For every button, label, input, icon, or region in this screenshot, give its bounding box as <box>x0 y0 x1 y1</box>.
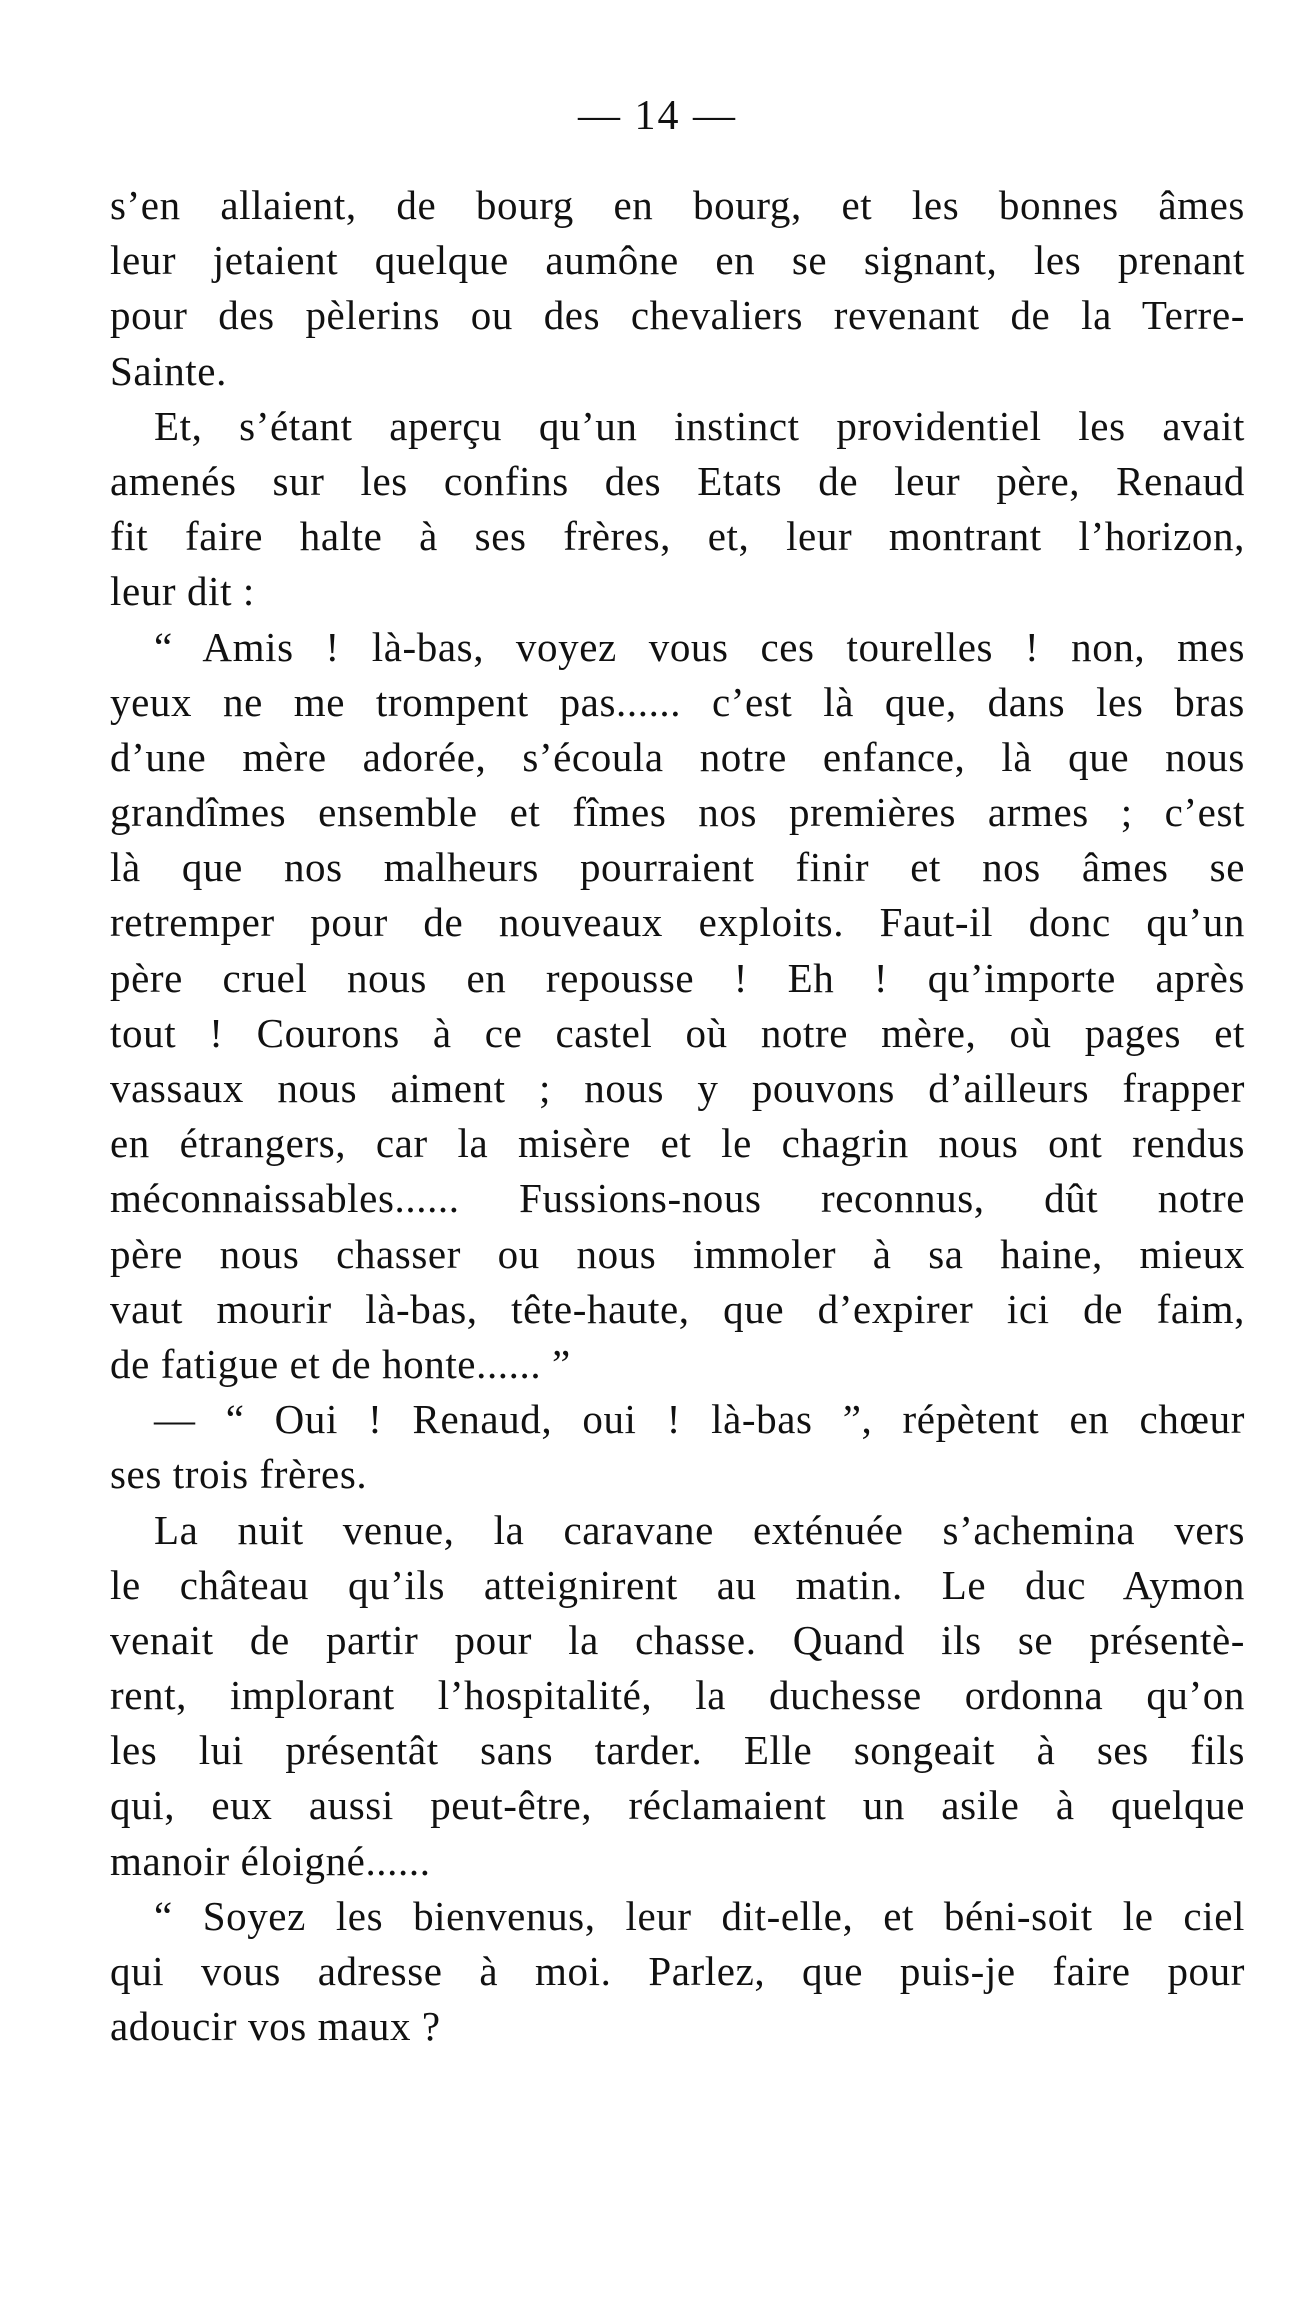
text-line: leur jetaient quelque aumône en se signant, les prenant <box>110 237 1245 284</box>
text-line: — “ Oui ! Renaud, oui ! là-bas ”, répètent en chœur <box>154 1396 1245 1443</box>
text-line: fit faire halte à ses frères, et, leur montrant l’horizon, <box>110 513 1245 560</box>
text-line: manoir éloigné...... <box>110 1837 431 1884</box>
text-line: en étrangers, car la misère et le chagrin nous ont rendus <box>110 1120 1245 1167</box>
text-line: Sainte. <box>110 347 227 394</box>
text-line: La nuit venue, la caravane exténuée s’achemina vers <box>154 1506 1245 1553</box>
text-line: ses trois frères. <box>110 1451 368 1498</box>
text-line: adoucir vos maux ? <box>110 2003 441 2050</box>
text-line: amenés sur les confins des Etats de leur père, Renaud <box>110 457 1245 504</box>
body-text <box>110 178 1245 2054</box>
text-line: grandîmes ensemble et fîmes nos premières armes ; c’est <box>110 789 1245 836</box>
text-line: s’en allaient, de bourg en bourg, et les bonnes âmes <box>110 182 1245 228</box>
text-line: venait de partir pour la chasse. Quand ils se présentè- <box>110 1616 1245 1663</box>
text-line: d’une mère adorée, s’écoula notre enfance, là que nous <box>110 733 1245 780</box>
text-line: le château qu’ils atteignirent au matin. Le duc Aymon <box>110 1561 1245 1608</box>
text-line: Et, s’étant aperçu qu’un instinct providentiel les avait <box>154 402 1245 449</box>
text-line: rent, implorant l’hospitalité, la duchesse ordonna qu’on <box>110 1672 1245 1719</box>
text-line: là que nos malheurs pourraient finir et nos âmes se <box>110 844 1245 891</box>
text-line: les lui présentât sans tarder. Elle songeait à ses fils <box>110 1727 1245 1774</box>
text-line: pour des pèlerins ou des chevaliers revenant de la Terre- <box>110 292 1245 339</box>
text-line: “ Soyez les bienvenus, leur dit-elle, et béni-soit le ciel <box>154 1892 1245 1939</box>
text-line: yeux ne me trompent pas...... c’est là que, dans les bras <box>110 678 1245 725</box>
text-line: leur dit : <box>110 568 255 615</box>
text-line: méconnaissables...... Fussions-nous reconnus, dût notre <box>110 1175 1245 1222</box>
text-line: tout ! Courons à ce castel où notre mère, où pages et <box>110 1009 1245 1056</box>
text-line: vassaux nous aiment ; nous y pouvons d’ailleurs frapper <box>110 1065 1245 1111</box>
text-line: père nous chasser ou nous immoler à sa haine, mieux <box>110 1230 1245 1277</box>
text-line: retremper pour de nouveaux exploits. Faut-il donc qu’un <box>110 899 1245 946</box>
text-line: vaut mourir là-bas, tête-haute, que d’expirer ici de faim, <box>110 1285 1245 1332</box>
text-line: “ Amis ! là-bas, voyez vous ces tourelles ! non, mes <box>154 623 1245 670</box>
text-line: de fatigue et de honte...... ” <box>110 1340 571 1387</box>
page-number: — 14 — <box>578 93 737 139</box>
text-line: qui vous adresse à moi. Parlez, que puis-je faire pour <box>110 1948 1245 1994</box>
text-line: qui, eux aussi peut-être, réclamaient un asile à quelque <box>110 1782 1245 1829</box>
text-line: père cruel nous en repousse ! Eh ! qu’importe après <box>110 954 1245 1001</box>
